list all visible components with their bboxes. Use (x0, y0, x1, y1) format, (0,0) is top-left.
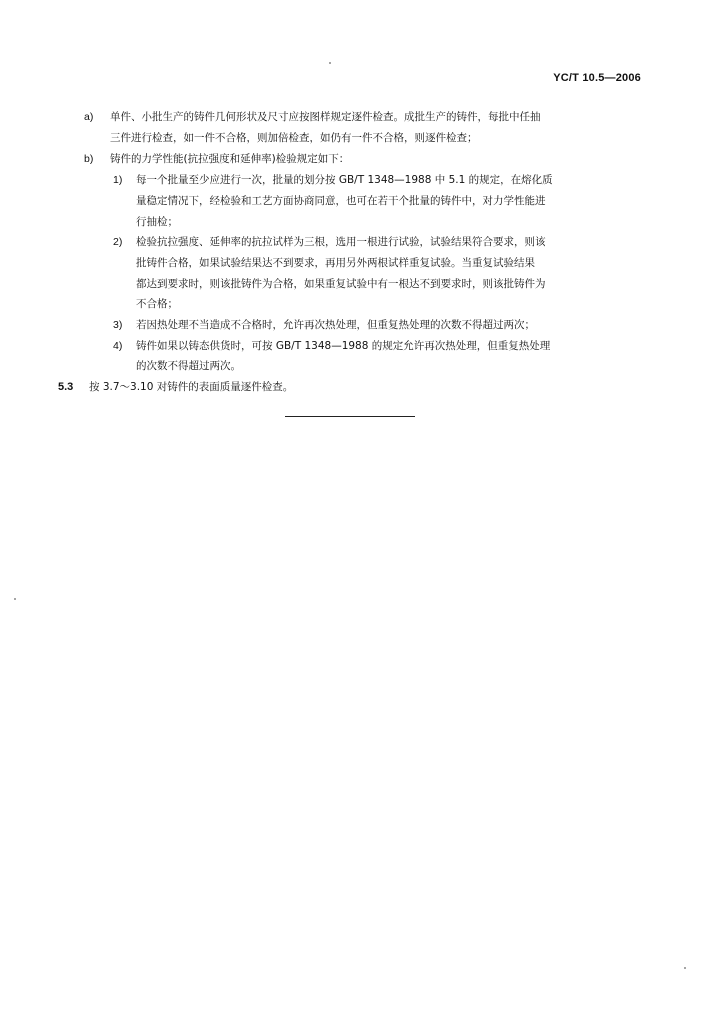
scan-speck (329, 62, 331, 64)
subitem-2-line-3: 都达到要求时，则该批铸件为合格，如果重复试验中有一根达不到要求时，则该批铸件为 (136, 278, 546, 290)
item-a-line-2: 三件进行检查，如一件不合格，则加倍检查，如仍有一件不合格，则逐件检查； (110, 132, 478, 144)
subitem-4-line-2: 的次数不得超过两次。 (136, 360, 241, 372)
subitem-2-marker: 2) (113, 236, 123, 248)
subitem-1-line-2: 量稳定情况下，经检验和工艺方面协商同意，也可在若干个批量的铸件中，对力学性能进 (136, 195, 546, 207)
subitem-2-line-4: 不合格； (136, 298, 178, 310)
section-5-3-text: 按 3.7～3.10 对铸件的表面质量逐件检查。 (89, 381, 294, 393)
scan-speck (684, 967, 686, 969)
standard-code-header: YC/T 10.5—2006 (553, 72, 641, 84)
subitem-2-line-1: 检验抗拉强度、延伸率的抗拉试样为三根，选用一根进行试验，试验结果符合要求，则该 (136, 236, 546, 248)
item-b-line-1: 铸件的力学性能(抗拉强度和延伸率)检验规定如下： (110, 153, 350, 165)
subitem-1-line-1: 每一个批量至少应进行一次，批量的划分按 GB/T 1348—1988 中 5.1 的规定，在熔化质 (136, 174, 553, 186)
item-a-marker: a) (84, 111, 94, 123)
subitem-3-marker: 3) (113, 319, 123, 331)
section-5-3-number: 5.3 (58, 381, 74, 393)
item-b-marker: b) (84, 153, 94, 165)
item-a-line-1: 单件、小批生产的铸件几何形状及尺寸应按图样规定逐件检查。成批生产的铸件，每批中任抽 (110, 111, 541, 123)
subitem-1-marker: 1) (113, 174, 123, 186)
subitem-3-line-1: 若因热处理不当造成不合格时，允许再次热处理，但重复热处理的次数不得超过两次； (136, 319, 535, 331)
end-rule (285, 416, 415, 417)
subitem-1-line-3: 行抽检； (136, 216, 178, 228)
subitem-2-line-2: 批铸件合格，如果试验结果达不到要求，再用另外两根试样重复试验。当重复试验结果 (136, 257, 535, 269)
subitem-4-marker: 4) (113, 340, 123, 352)
subitem-4-line-1: 铸件如果以铸态供货时，可按 GB/T 1348—1988 的规定允许再次热处理，但重复热处理 (136, 340, 551, 352)
scan-speck (14, 598, 16, 600)
